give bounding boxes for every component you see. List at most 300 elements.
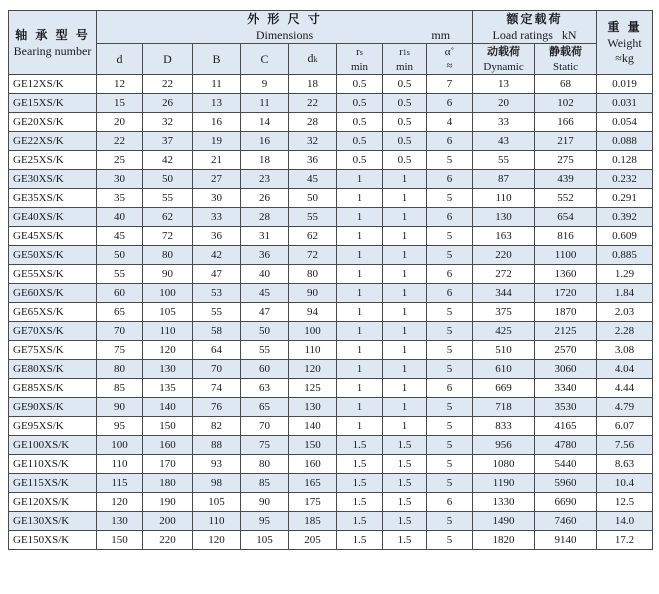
cell-static-load: 3060 [535,360,597,379]
cell-dynamic-load: 1490 [473,512,535,531]
cell-bearing-number: GE90XS/K [9,398,97,417]
table-row [9,265,653,284]
cell-r1s: 1 [383,284,427,303]
table-row [9,113,653,132]
table-row [9,512,653,531]
cell-static-load: 275 [535,151,597,170]
cell-dk: 94 [289,303,337,322]
cell-B: 105 [193,493,241,512]
cell-static-load: 439 [535,170,597,189]
cell-C: 60 [241,360,289,379]
cell-dk: 90 [289,284,337,303]
cell-alpha: 5 [427,398,473,417]
cell-dk: 130 [289,398,337,417]
cell-r1s: 1.5 [383,455,427,474]
cell-B: 36 [193,227,241,246]
cell-bearing-number: GE130XS/K [9,512,97,531]
cell-r1s: 1 [383,170,427,189]
cell-dynamic-load: 220 [473,246,535,265]
cell-weight: 0.392 [597,208,653,227]
cell-dynamic-load: 1080 [473,455,535,474]
cell-C: 31 [241,227,289,246]
cell-alpha: 6 [427,94,473,113]
cell-d: 120 [97,493,143,512]
cell-r1s: 1.5 [383,512,427,531]
cell-static-load: 217 [535,132,597,151]
load-cn-label: 额定载荷 [506,12,563,26]
cell-D: 90 [143,265,193,284]
cell-rs: 1.5 [337,493,383,512]
cell-dynamic-load: 669 [473,379,535,398]
cell-d: 115 [97,474,143,493]
cell-D: 180 [143,474,193,493]
cell-r1s: 1.5 [383,493,427,512]
cell-r1s: 1 [383,246,427,265]
cell-weight: 0.088 [597,132,653,151]
bearing-spec-table [8,10,653,550]
cell-r1s: 1.5 [383,474,427,493]
cell-dynamic-load: 43 [473,132,535,151]
cell-rs: 1 [337,379,383,398]
cell-C: 28 [241,208,289,227]
cell-r1s: 0.5 [383,132,427,151]
cell-D: 37 [143,132,193,151]
bearing-cn-label: 轴 承 型 号 [15,27,90,42]
cell-B: 30 [193,189,241,208]
cell-rs: 1 [337,265,383,284]
cell-dynamic-load: 375 [473,303,535,322]
cell-static-load: 6690 [535,493,597,512]
cell-dynamic-load: 272 [473,265,535,284]
cell-r1s: 1 [383,341,427,360]
cell-C: 26 [241,189,289,208]
cell-weight: 2.03 [597,303,653,322]
cell-weight: 0.019 [597,75,653,94]
table-row [9,303,653,322]
cell-B: 74 [193,379,241,398]
cell-weight: 8.63 [597,455,653,474]
cell-static-load: 2125 [535,322,597,341]
cell-C: 70 [241,417,289,436]
weight-en-label: Weight [607,36,642,50]
cell-d: 95 [97,417,143,436]
cell-dk: 120 [289,360,337,379]
cell-weight: 1.84 [597,284,653,303]
cell-B: 110 [193,512,241,531]
cell-static-load: 68 [535,75,597,94]
cell-B: 42 [193,246,241,265]
cell-bearing-number: GE110XS/K [9,455,97,474]
cell-C: 40 [241,265,289,284]
cell-d: 45 [97,227,143,246]
cell-dynamic-load: 33 [473,113,535,132]
cell-dk: 80 [289,265,337,284]
cell-rs: 1 [337,417,383,436]
cell-bearing-number: GE20XS/K [9,113,97,132]
header-load-ratings [473,11,597,44]
table-row [9,227,653,246]
cell-d: 15 [97,94,143,113]
cell-static-load: 552 [535,189,597,208]
cell-alpha: 5 [427,322,473,341]
cell-dk: 175 [289,493,337,512]
table-row [9,531,653,550]
cell-weight: 12.5 [597,493,653,512]
load-unit: kN [561,28,577,42]
cell-r1s: 0.5 [383,75,427,94]
cell-dk: 36 [289,151,337,170]
cell-C: 9 [241,75,289,94]
cell-alpha: 5 [427,246,473,265]
bearing-en-label: Bearing number [13,43,92,58]
cell-dk: 160 [289,455,337,474]
cell-D: 72 [143,227,193,246]
cell-bearing-number: GE25XS/K [9,151,97,170]
cell-alpha: 5 [427,227,473,246]
cell-rs: 0.5 [337,94,383,113]
cell-alpha: 6 [427,379,473,398]
cell-dk: 185 [289,512,337,531]
col-B: B [193,44,241,75]
cell-alpha: 6 [427,493,473,512]
cell-D: 220 [143,531,193,550]
cell-dk: 100 [289,322,337,341]
table-row [9,379,653,398]
cell-d: 60 [97,284,143,303]
cell-static-load: 7460 [535,512,597,531]
cell-alpha: 5 [427,417,473,436]
cell-D: 190 [143,493,193,512]
cell-bearing-number: GE85XS/K [9,379,97,398]
cell-C: 85 [241,474,289,493]
cell-weight: 1.29 [597,265,653,284]
cell-dynamic-load: 110 [473,189,535,208]
cell-dk: 45 [289,170,337,189]
cell-dynamic-load: 833 [473,417,535,436]
cell-C: 105 [241,531,289,550]
cell-B: 98 [193,474,241,493]
table-row [9,132,653,151]
cell-B: 13 [193,94,241,113]
cell-bearing-number: GE35XS/K [9,189,97,208]
cell-static-load: 5440 [535,455,597,474]
load-en-label: Load ratings [492,28,553,42]
cell-r1s: 1 [383,303,427,322]
cell-D: 26 [143,94,193,113]
cell-C: 23 [241,170,289,189]
col-rs: rs min [337,44,383,75]
cell-D: 160 [143,436,193,455]
cell-weight: 2.28 [597,322,653,341]
cell-dk: 140 [289,417,337,436]
cell-B: 93 [193,455,241,474]
cell-dynamic-load: 87 [473,170,535,189]
col-d: d [97,44,143,75]
cell-alpha: 6 [427,170,473,189]
cell-D: 100 [143,284,193,303]
cell-B: 21 [193,151,241,170]
cell-bearing-number: GE45XS/K [9,227,97,246]
cell-C: 18 [241,151,289,170]
cell-weight: 0.128 [597,151,653,170]
cell-rs: 0.5 [337,75,383,94]
cell-rs: 1 [337,284,383,303]
cell-dynamic-load: 13 [473,75,535,94]
cell-B: 27 [193,170,241,189]
cell-static-load: 102 [535,94,597,113]
table-row [9,455,653,474]
header-dimensions [97,11,473,44]
cell-D: 170 [143,455,193,474]
cell-rs: 1.5 [337,531,383,550]
cell-static-load: 1360 [535,265,597,284]
cell-B: 16 [193,113,241,132]
table-row [9,208,653,227]
cell-d: 20 [97,113,143,132]
cell-d: 90 [97,398,143,417]
cell-bearing-number: GE12XS/K [9,75,97,94]
cell-bearing-number: GE50XS/K [9,246,97,265]
table-row [9,170,653,189]
cell-d: 100 [97,436,143,455]
cell-alpha: 5 [427,151,473,170]
cell-D: 130 [143,360,193,379]
cell-d: 30 [97,170,143,189]
cell-rs: 1 [337,360,383,379]
cell-dk: 150 [289,436,337,455]
cell-D: 32 [143,113,193,132]
cell-C: 90 [241,493,289,512]
cell-alpha: 5 [427,436,473,455]
cell-static-load: 3340 [535,379,597,398]
cell-bearing-number: GE30XS/K [9,170,97,189]
cell-weight: 0.291 [597,189,653,208]
cell-alpha: 7 [427,75,473,94]
cell-d: 12 [97,75,143,94]
col-alpha: α˚ ≈ [427,44,473,75]
cell-static-load: 1100 [535,246,597,265]
header-weight [597,11,653,75]
cell-C: 45 [241,284,289,303]
cell-D: 200 [143,512,193,531]
cell-B: 120 [193,531,241,550]
cell-r1s: 1 [383,322,427,341]
cell-d: 110 [97,455,143,474]
cell-C: 63 [241,379,289,398]
cell-weight: 17.2 [597,531,653,550]
cell-r1s: 0.5 [383,113,427,132]
cell-bearing-number: GE115XS/K [9,474,97,493]
cell-d: 80 [97,360,143,379]
cell-r1s: 1.5 [383,531,427,550]
cell-D: 55 [143,189,193,208]
cell-d: 130 [97,512,143,531]
cell-static-load: 166 [535,113,597,132]
cell-alpha: 5 [427,455,473,474]
cell-alpha: 6 [427,132,473,151]
cell-static-load: 1870 [535,303,597,322]
cell-D: 42 [143,151,193,170]
table-row [9,151,653,170]
cell-rs: 1.5 [337,512,383,531]
cell-weight: 0.031 [597,94,653,113]
cell-rs: 1 [337,341,383,360]
cell-r1s: 1 [383,417,427,436]
table-row [9,75,653,94]
cell-static-load: 1720 [535,284,597,303]
cell-rs: 1 [337,322,383,341]
cell-weight: 14.0 [597,512,653,531]
table-row [9,436,653,455]
cell-bearing-number: GE15XS/K [9,94,97,113]
cell-alpha: 5 [427,303,473,322]
cell-d: 22 [97,132,143,151]
cell-rs: 1.5 [337,436,383,455]
cell-r1s: 1 [383,208,427,227]
cell-dynamic-load: 510 [473,341,535,360]
cell-dk: 165 [289,474,337,493]
table-row [9,341,653,360]
cell-dynamic-load: 344 [473,284,535,303]
cell-rs: 1.5 [337,455,383,474]
col-static: 静载荷 Static [535,44,597,75]
cell-bearing-number: GE65XS/K [9,303,97,322]
cell-D: 150 [143,417,193,436]
cell-r1s: 1 [383,398,427,417]
cell-weight: 7.56 [597,436,653,455]
cell-weight: 0.609 [597,227,653,246]
cell-alpha: 5 [427,360,473,379]
cell-dk: 72 [289,246,337,265]
cell-rs: 1 [337,303,383,322]
cell-r1s: 1 [383,265,427,284]
cell-static-load: 816 [535,227,597,246]
cell-rs: 1 [337,208,383,227]
table-row [9,417,653,436]
cell-B: 55 [193,303,241,322]
cell-d: 35 [97,189,143,208]
cell-static-load: 3530 [535,398,597,417]
cell-weight: 10.4 [597,474,653,493]
cell-dk: 50 [289,189,337,208]
cell-rs: 1 [337,227,383,246]
cell-d: 75 [97,341,143,360]
cell-dk: 28 [289,113,337,132]
cell-dynamic-load: 20 [473,94,535,113]
cell-d: 40 [97,208,143,227]
cell-weight: 4.44 [597,379,653,398]
cell-dynamic-load: 610 [473,360,535,379]
cell-alpha: 5 [427,531,473,550]
cell-dynamic-load: 956 [473,436,535,455]
cell-dk: 205 [289,531,337,550]
dimensions-cn-label: 外 形 尺 寸 [247,12,322,26]
col-C: C [241,44,289,75]
col-dk: dk [289,44,337,75]
cell-alpha: 4 [427,113,473,132]
table-row [9,322,653,341]
header-bearing-number [9,11,97,75]
cell-bearing-number: GE60XS/K [9,284,97,303]
cell-alpha: 5 [427,512,473,531]
cell-rs: 0.5 [337,151,383,170]
table-row [9,398,653,417]
cell-dynamic-load: 55 [473,151,535,170]
weight-cn-label: 重 量 [607,20,642,34]
cell-rs: 0.5 [337,113,383,132]
cell-dk: 18 [289,75,337,94]
cell-static-load: 654 [535,208,597,227]
cell-rs: 1 [337,170,383,189]
cell-dk: 32 [289,132,337,151]
cell-C: 11 [241,94,289,113]
cell-D: 62 [143,208,193,227]
cell-bearing-number: GE100XS/K [9,436,97,455]
cell-C: 50 [241,322,289,341]
cell-C: 14 [241,113,289,132]
col-dynamic: 动载荷 Dynamic [473,44,535,75]
cell-dynamic-load: 425 [473,322,535,341]
cell-d: 70 [97,322,143,341]
cell-bearing-number: GE120XS/K [9,493,97,512]
cell-D: 22 [143,75,193,94]
cell-static-load: 9140 [535,531,597,550]
cell-dynamic-load: 1820 [473,531,535,550]
cell-dk: 55 [289,208,337,227]
cell-r1s: 1.5 [383,436,427,455]
cell-rs: 1.5 [337,474,383,493]
cell-B: 19 [193,132,241,151]
cell-weight: 6.07 [597,417,653,436]
cell-static-load: 2570 [535,341,597,360]
cell-bearing-number: GE22XS/K [9,132,97,151]
cell-weight: 4.04 [597,360,653,379]
col-r1s: r1s min [383,44,427,75]
cell-dk: 125 [289,379,337,398]
cell-d: 85 [97,379,143,398]
table-row [9,474,653,493]
cell-B: 82 [193,417,241,436]
cell-C: 47 [241,303,289,322]
cell-static-load: 4780 [535,436,597,455]
cell-B: 88 [193,436,241,455]
cell-rs: 1 [337,189,383,208]
cell-r1s: 0.5 [383,94,427,113]
cell-bearing-number: GE95XS/K [9,417,97,436]
cell-B: 53 [193,284,241,303]
cell-weight: 0.885 [597,246,653,265]
cell-alpha: 5 [427,189,473,208]
table-row [9,246,653,265]
cell-B: 33 [193,208,241,227]
cell-r1s: 1 [383,189,427,208]
cell-dk: 62 [289,227,337,246]
cell-C: 65 [241,398,289,417]
cell-d: 55 [97,265,143,284]
cell-C: 80 [241,455,289,474]
cell-rs: 0.5 [337,132,383,151]
cell-weight: 4.79 [597,398,653,417]
cell-C: 55 [241,341,289,360]
cell-D: 50 [143,170,193,189]
cell-C: 36 [241,246,289,265]
cell-B: 11 [193,75,241,94]
cell-d: 65 [97,303,143,322]
cell-D: 80 [143,246,193,265]
cell-dk: 22 [289,94,337,113]
cell-D: 105 [143,303,193,322]
table-row [9,94,653,113]
